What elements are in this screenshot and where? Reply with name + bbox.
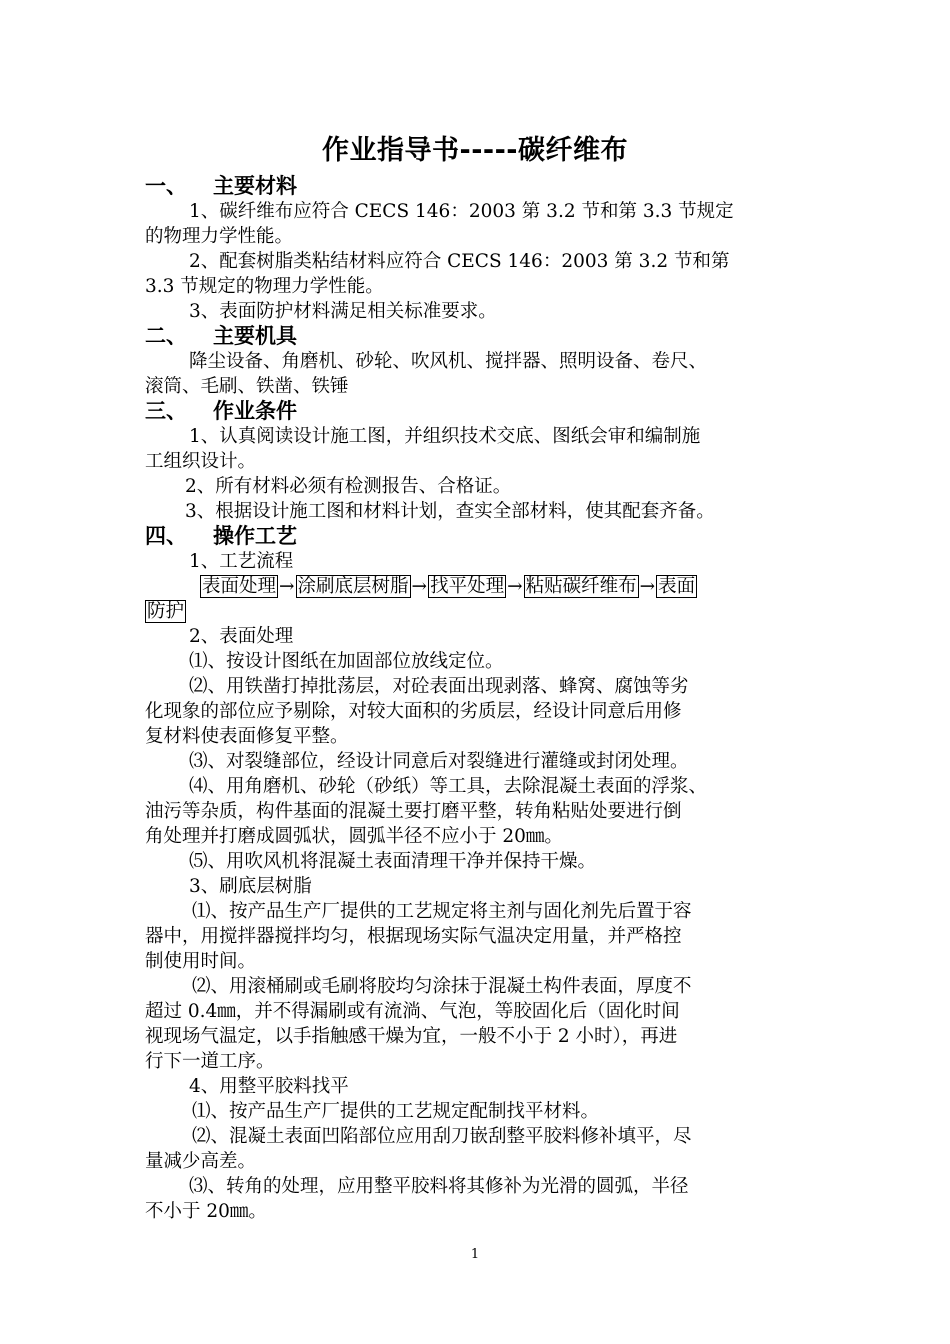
section-heading-conditions (145, 399, 810, 424)
list-item-continuation: 制使用时间。 (145, 951, 257, 972)
subsection-title: 2、表面处理 (189, 626, 294, 647)
list-item-continuation: 复材料使表面修复平整。 (145, 726, 349, 747)
list-item: ⑵、混凝土表面凹陷部位应用刮刀嵌刮整平胶料修补填平，尽 (192, 1126, 692, 1147)
flow-step-primer: 涂刷底层树脂 (297, 576, 409, 597)
page-number: 1 (470, 1247, 480, 1262)
document-title: 作业指导书-----碳纤维布 (321, 135, 629, 166)
flow-arrow-icon: → (507, 576, 523, 597)
paragraph: 2、配套树脂类粘结材料应符合 CECS 146：2003 第 3.2 节和第 (189, 251, 730, 272)
flow-step-surface-treatment: 表面处理 (202, 576, 277, 597)
list-item-continuation: 视现场气温定，以手指触感干燥为宜，一般不小于 2 小时），再进 (145, 1026, 678, 1047)
paragraph: 3、根据设计施工图和材料计划，查实全部材料，使其配套齐备。 (185, 501, 715, 522)
flow-arrow-icon: → (639, 576, 656, 597)
subsection-title: 3、刷底层树脂 (189, 876, 312, 897)
list-item-continuation: 器中，用搅拌器搅拌均匀，根据现场实际气温决定用量，并严格控 (145, 926, 682, 947)
process-flow (145, 574, 810, 599)
section-number: 三、 (145, 399, 187, 423)
section-number: 一、 (145, 174, 187, 198)
list-item: ⑸、用吹风机将混凝土表面清理干净并保持干燥。 (189, 851, 597, 872)
list-item-continuation: 角处理并打磨成圆弧状，圆弧半径不应小于 20㎜。 (145, 826, 563, 847)
flow-step-leveling: 找平处理 (430, 576, 505, 597)
list-item-continuation: 油污等杂质，构件基面的混凝土要打磨平整，转角粘贴处要进行倒 (145, 801, 682, 822)
list-item-continuation: 超过 0.4㎜，并不得漏刷或有流淌、气泡，等胶固化后（固化时间 (145, 1001, 680, 1022)
list-item-continuation: 行下一道工序。 (145, 1051, 275, 1072)
list-item: ⑴、按产品生产厂提供的工艺规定配制找平材料。 (192, 1101, 600, 1122)
list-item: ⑵、用铁凿打掉批荡层，对砼表面出现剥落、蜂窝、腐蚀等劣 (189, 676, 689, 697)
paragraph: 1、碳纤维布应符合 CECS 146：2003 第 3.2 节和第 3.3 节规定 (189, 201, 734, 222)
paragraph: 降尘设备、角磨机、砂轮、吹风机、搅拌器、照明设备、卷尺、 (189, 351, 708, 372)
list-item-continuation: 量减少高差。 (145, 1151, 257, 1172)
flow-arrow-icon: → (279, 576, 295, 597)
section-title: 作业条件 (213, 399, 297, 423)
list-item: ⑴、按设计图纸在加固部位放线定位。 (189, 651, 504, 672)
paragraph: 2、所有材料必须有检测报告、合格证。 (185, 476, 512, 497)
list-item: ⑴、按产品生产厂提供的工艺规定将主剂与固化剂先后置于容 (192, 901, 692, 922)
paragraph: 3、表面防护材料满足相关标准要求。 (189, 301, 497, 322)
process-flow-continuation (145, 599, 810, 624)
section-number: 四、 (145, 524, 187, 548)
list-item: ⑵、用滚桶刷或毛刷将胶均匀涂抹于混凝土构件表面，厚度不 (192, 976, 692, 997)
section-title: 主要材料 (213, 174, 297, 198)
flow-arrow-icon: → (411, 576, 428, 597)
subsection-title: 4、用整平胶料找平 (189, 1076, 349, 1097)
list-item: ⑷、用角磨机、砂轮（砂纸）等工具，去除混凝土表面的浮浆、 (189, 776, 708, 797)
paragraph-continuation: 3.3 节规定的物理力学性能。 (145, 276, 384, 297)
flow-step-protection-continued: 防护 (147, 601, 185, 622)
section-title: 主要机具 (213, 324, 297, 348)
list-item-continuation: 不小于 20㎜。 (145, 1201, 267, 1222)
paragraph: 1、认真阅读设计施工图，并组织技术交底、图纸会审和编制施 (189, 426, 701, 447)
section-number: 二、 (145, 324, 187, 348)
paragraph-continuation: 的物理力学性能。 (145, 226, 294, 247)
list-item: ⑶、对裂缝部位，经设计同意后对裂缝进行灌缝或封闭处理。 (189, 751, 689, 772)
list-item-continuation: 化现象的部位应予剔除，对较大面积的劣质层，经设计同意后用修 (145, 701, 682, 722)
flow-step-bond-cfrp: 粘贴碳纤维布 (525, 576, 637, 597)
section-heading-tools (145, 324, 810, 349)
subsection-title: 1、工艺流程 (189, 551, 294, 572)
section-title: 操作工艺 (213, 524, 297, 548)
list-item: ⑶、转角的处理，应用整平胶料将其修补为光滑的圆弧，半径 (189, 1176, 689, 1197)
section-heading-materials (145, 174, 810, 199)
paragraph-continuation: 工组织设计。 (145, 451, 257, 472)
section-heading-process (145, 524, 810, 549)
flow-step-protection: 表面 (658, 576, 696, 597)
paragraph-continuation: 滚筒、毛刷、铁凿、铁锤 (145, 376, 349, 397)
document-body (145, 174, 810, 1224)
